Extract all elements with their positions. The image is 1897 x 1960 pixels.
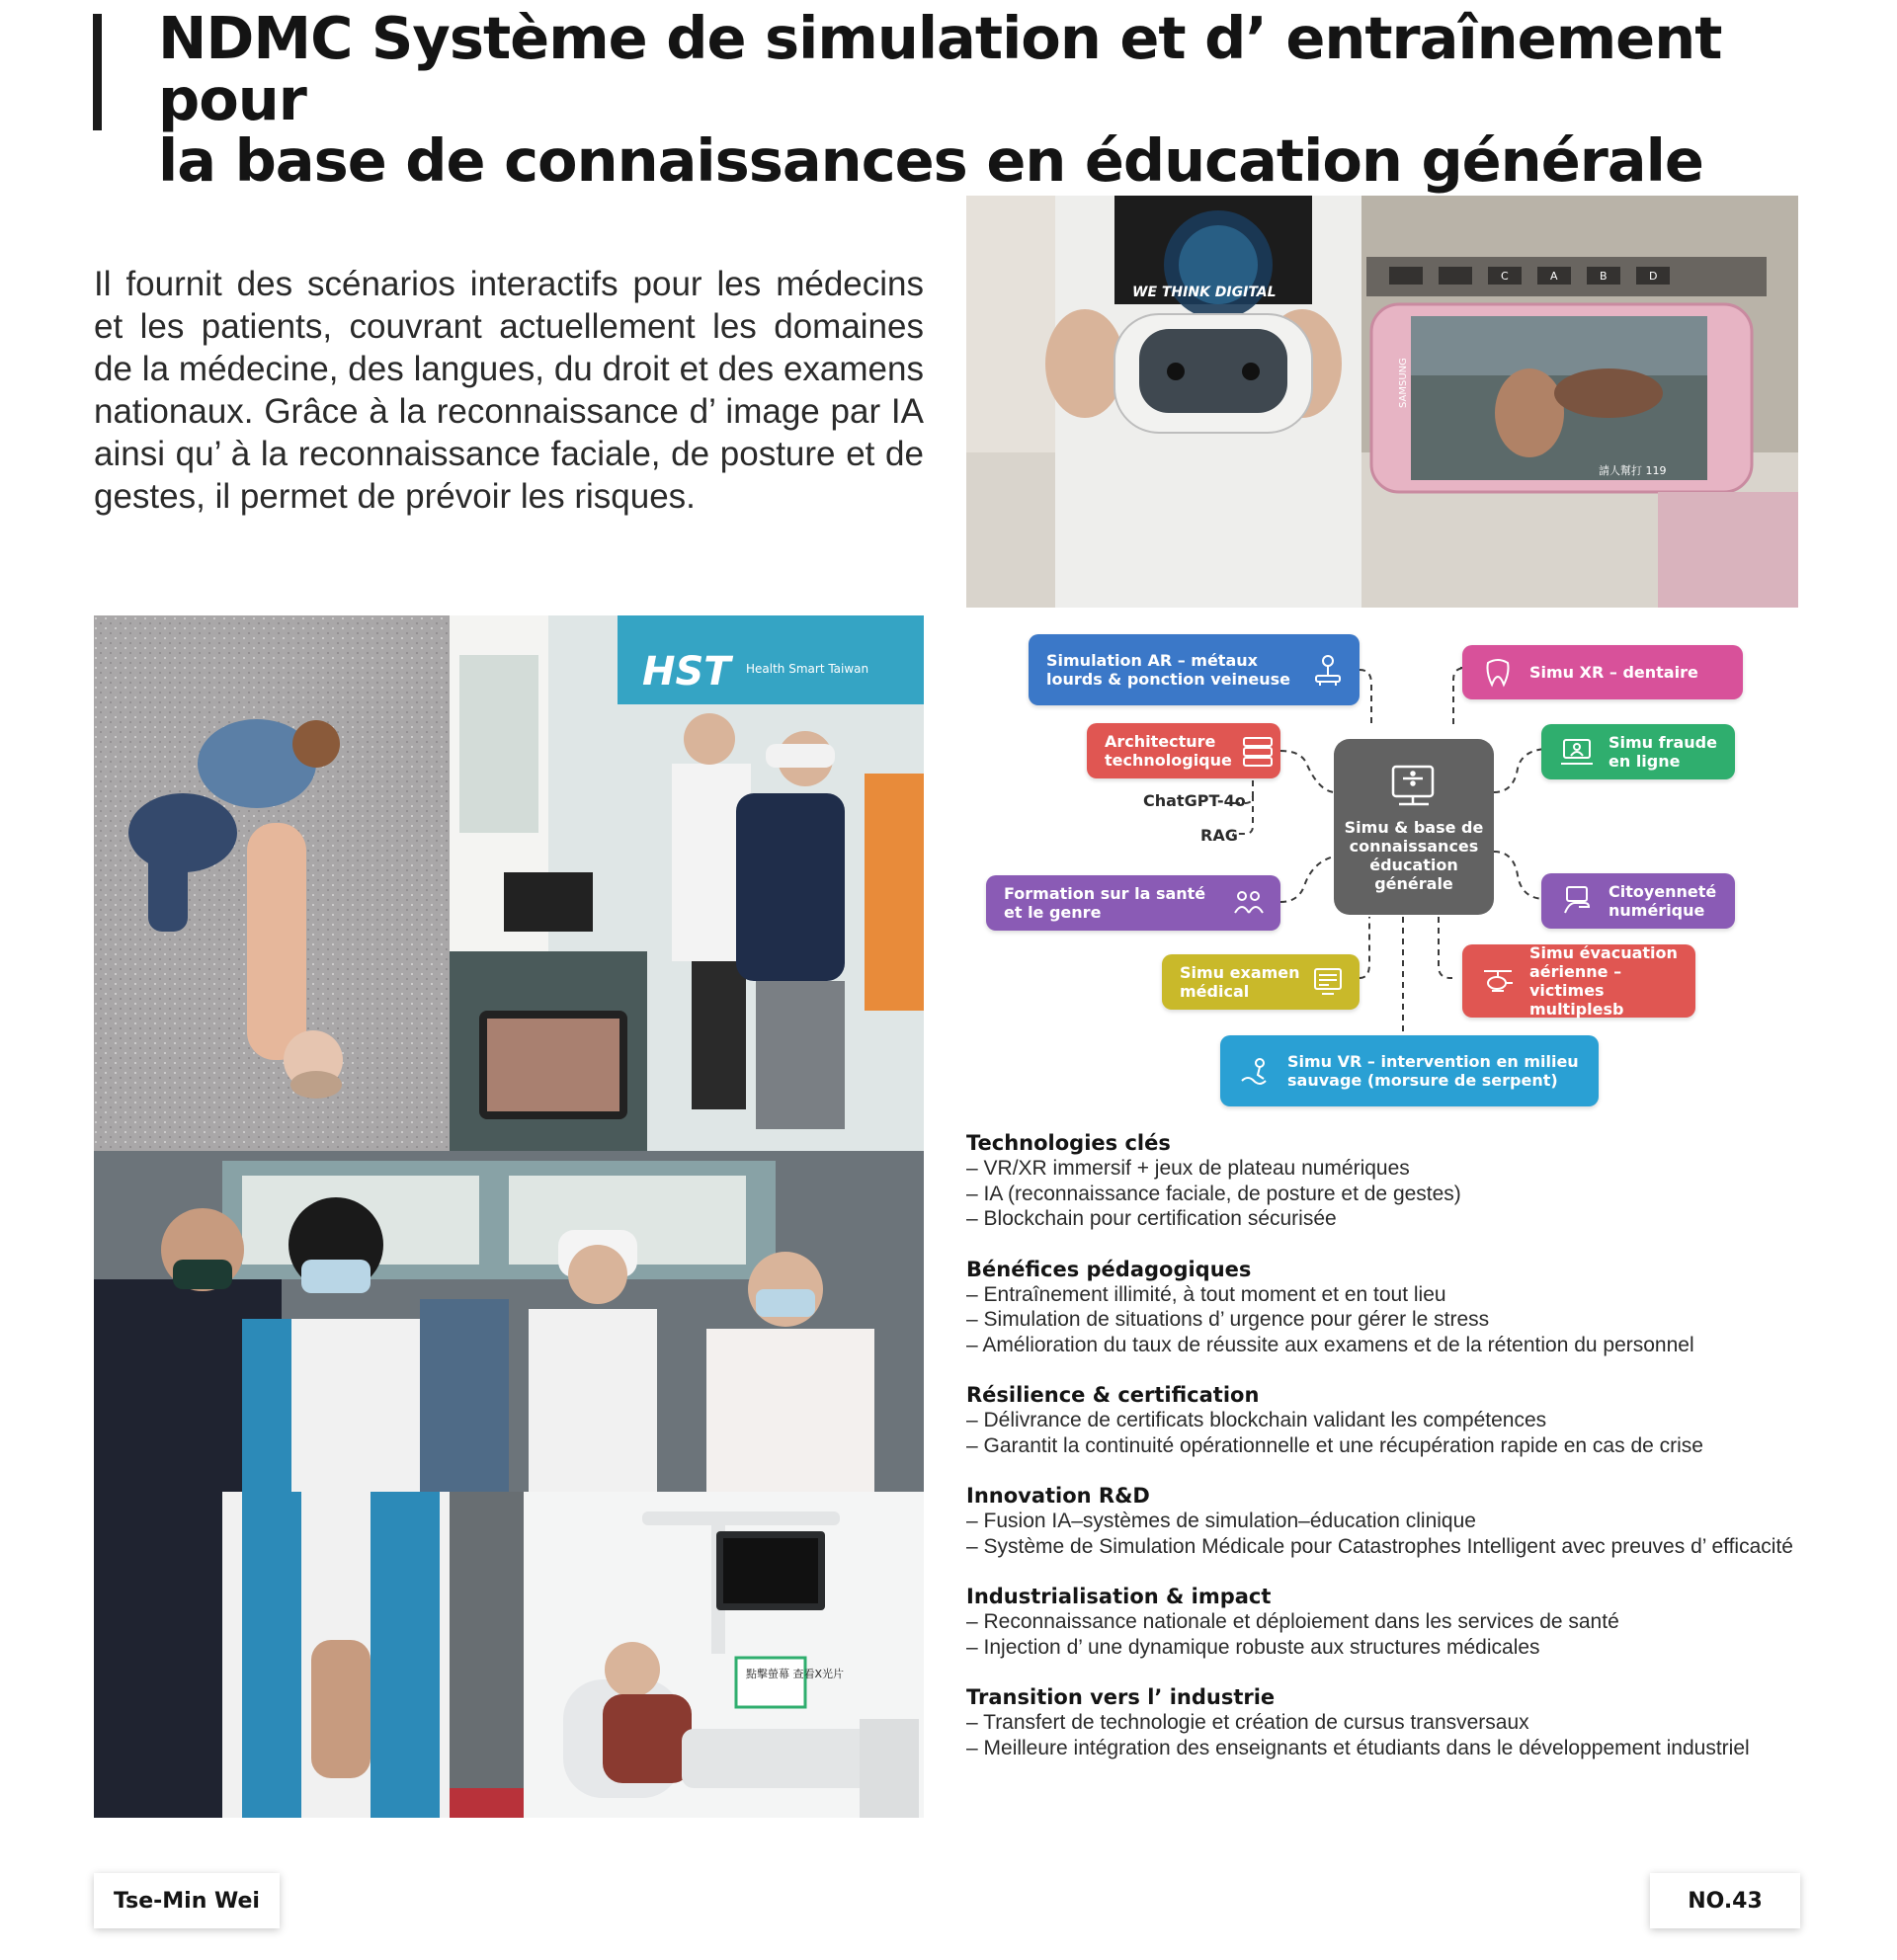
node-label: Simu VR – intervention en milieu sauvage (morsure de serpent) [1287,1052,1579,1090]
sub-label-rag: RAG [1200,826,1238,845]
mindmap-center-label: Simu & base de connaissances éducation générale [1344,818,1484,893]
title-line-1: NDMC Système de simulation et d’ entraînement pour [158,4,1722,133]
photo-cpr-ar [94,615,450,1151]
list-item: – Meilleure intégration des enseignants et étudiants dans le développement industriel [966,1736,1826,1761]
photo-booth [450,615,924,1151]
mindmap-node-examen [1162,954,1360,1010]
quiz-option-1: C [1501,270,1509,283]
bullet-sections [966,1130,1826,1785]
phone-brand: SAMSUNG [1398,358,1409,408]
section-heading: Innovation R&D [966,1484,1150,1508]
section-industrialisation [966,1584,1826,1660]
node-label: Architecture technologique [1105,732,1232,770]
node-label: Simu évacuation aérienne – victimes multiplesb [1529,943,1678,1019]
photo-students-lower [94,1492,524,1818]
list-item: – Fusion IA–systèmes de simulation–éducation clinique [966,1509,1826,1534]
mindmap-node-citoyennete [1541,873,1735,929]
mindmap-node-fraude [1541,724,1735,779]
tooth-icon [1480,655,1516,691]
mindmap-node-xr-dentaire [1462,645,1743,699]
list-item: – Injection d’ une dynamique robuste aux structures médicales [966,1635,1826,1661]
list-item: – Garantit la continuité opérationnelle et une récupération rapide en cas de crise [966,1433,1826,1459]
photo-vr-headset [966,196,1798,608]
sub-label-chatgpt: ChatGPT-4o [1143,791,1246,810]
mindmap-node-architecture [1087,723,1280,778]
list-item: – Système de Simulation Médicale pour Catastrophes Intelligent avec preuves d’ efficacité [966,1534,1826,1560]
list-item: – VR/XR immersif + jeux de plateau numériques [966,1156,1826,1182]
server-icon [1240,733,1276,769]
page-title [158,4,1857,195]
section-technologies [966,1130,1826,1232]
booth-banner: HST [642,649,731,694]
scale-icon [1310,652,1346,688]
section-heading: Bénéfices pédagogiques [966,1257,1252,1281]
snake-icon [1238,1053,1274,1089]
mindmap-node-evacuation [1462,944,1695,1018]
helicopter-icon [1480,963,1516,999]
list-item: – Délivrance de certificats blockchain validant les compétences [966,1408,1826,1433]
quiz-option-3: B [1600,270,1608,283]
node-label: Simu fraude en ligne [1608,733,1717,771]
section-resilience [966,1382,1826,1458]
list-item: – Simulation de situations d’ urgence pour gérer le stress [966,1307,1826,1333]
node-label: Simu XR – dentaire [1529,663,1698,682]
dental-monitor-label: 點擊螢幕 查看X光片 [746,1668,845,1680]
section-heading: Technologies clés [966,1131,1171,1155]
photo-students [94,1151,924,1492]
node-label: Simulation AR – métaux lourds & ponction veineuse [1046,651,1291,689]
photo-dental-xr [524,1492,924,1818]
section-benefices [966,1257,1826,1358]
page-number-tag: NO.43 [1650,1873,1800,1928]
exam-icon [1310,964,1346,1000]
hand-icon [1559,883,1595,919]
list-item: – Amélioration du taux de réussite aux examens et de la rétention du personnel [966,1333,1826,1358]
title-accent-bar [93,14,102,130]
list-item: – Blockchain pour certification sécurisée [966,1206,1826,1232]
booth-banner-sub: Health Smart Taiwan [746,662,869,676]
screen-caption: 請人幫打 119 [1599,464,1667,477]
section-heading: Industrialisation & impact [966,1585,1272,1608]
list-item: – Entraînement illimité, à tout moment et en tout lieu [966,1282,1826,1308]
quiz-option-4: D [1649,270,1658,283]
shirt-text: WE THINK DIGITAL [1132,285,1277,300]
mindmap-node-ar-metaux [1029,634,1360,705]
title-line-2: la base de connaissances en éducation générale [158,126,1703,195]
author-tag: Tse-Min Wei [94,1873,280,1928]
section-heading: Transition vers l’ industrie [966,1685,1276,1709]
list-item: – Transfert de technologie et création de cursus transversaux [966,1710,1826,1736]
node-label: Formation sur la santé et le genre [1004,884,1206,922]
section-heading: Résilience & certification [966,1383,1260,1407]
section-innovation [966,1483,1826,1559]
mindmap-node-vr-serpent [1220,1035,1599,1106]
node-label: Simu examen médical [1180,963,1300,1001]
board-icon [1389,763,1439,812]
people-icon [1231,885,1267,921]
mindmap-node-formation-genre [986,875,1280,931]
list-item: – IA (reconnaissance faciale, de posture et de gestes) [966,1182,1826,1207]
section-transition [966,1684,1826,1760]
node-label: Citoyenneté numérique [1608,882,1717,920]
laptop-user-icon [1559,734,1595,770]
mindmap-center [1334,739,1494,915]
intro-paragraph: Il fournit des scénarios interactifs pour les médecins et les patients, couvrant actuellement les domaines de la médecine, des langues, du droit et des examens nationaux. Grâce à la reconnaissance d’ image par IA ainsi qu’ à la reconnaissance faciale, de posture et de gestes, il permet de prévoir les risques. [94,265,924,516]
quiz-option-2: A [1550,270,1558,283]
list-item: – Reconnaissance nationale et déploiement dans les services de santé [966,1609,1826,1635]
